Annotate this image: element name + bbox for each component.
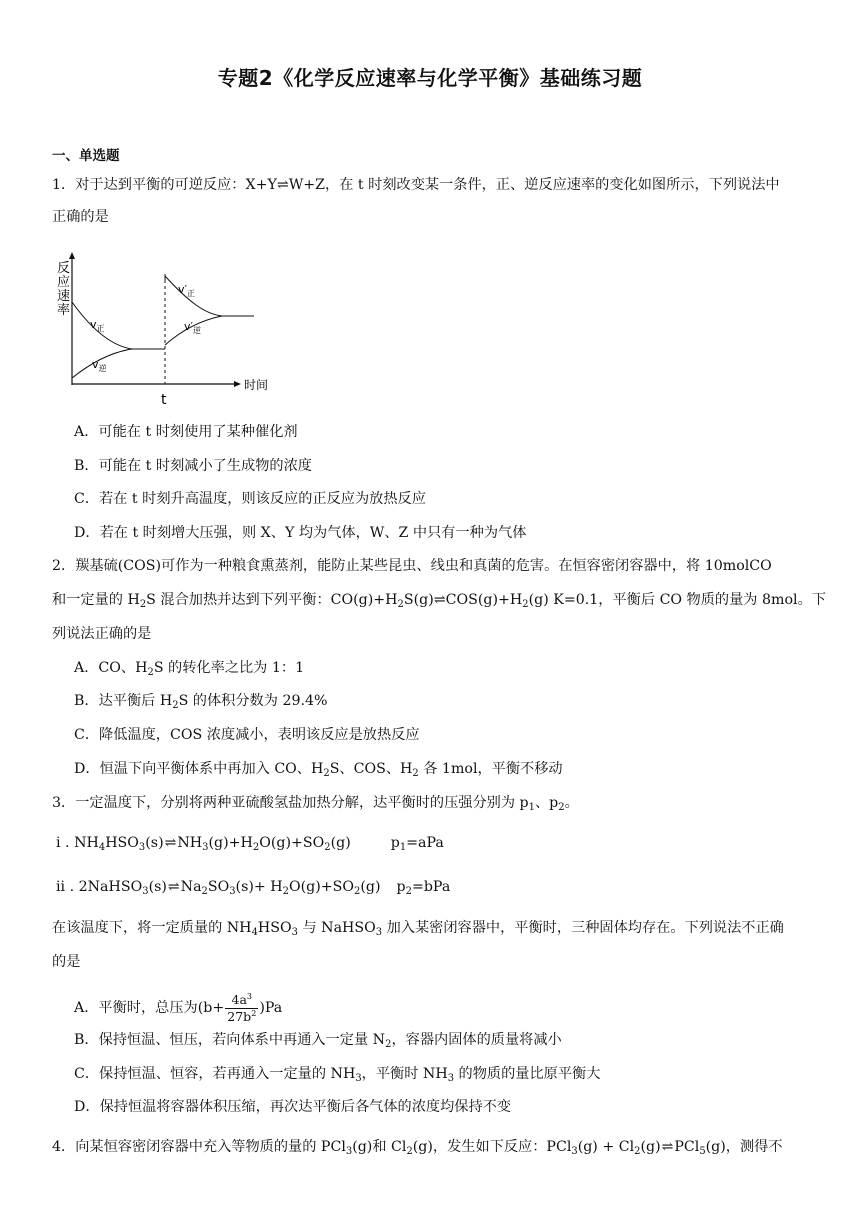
q3-option-b: B．保持恒温、恒压，若向体系中再通入一定量 $N_2$，容器内固体的质量将减小 [74,1032,562,1050]
q2-stem-line1: 2．羰基硫(COS)可作为一种粮食熏蒸剂，能防止某些昆虫、线虫和真菌的危害。在恒容密闭容器中，将 10molCO [52,558,772,574]
q4-stem: 4．向某恒容密闭容器中充入等物质的量的 PCl$_3$(g)和 $Cl_2(g)$，发生如下反应：$PCl_3(g) + Cl_2(g)\rightleftharpoons PCl_5(g)$，测得不 [52,1139,783,1157]
q3-body-line2: 的是 [52,954,81,970]
q2-option-c: C．降低温度，COS 浓度减小，表明该反应是放热反应 [74,727,420,743]
v-forward-prime-curve [165,276,254,316]
page-title: 专题2《化学反应速率与化学平衡》基础练习题 [217,66,643,90]
q1-option-b: B．可能在 t 时刻减小了生成物的浓度 [74,458,312,474]
q1-option-c: C．若在 t 时刻升高温度，则该反应的正反应为放热反应 [74,491,426,507]
y-axis-label-char-3: 速 [57,289,71,304]
x-axis-label: 时间 [244,378,269,392]
section-heading: 一、单选题 [52,148,120,164]
y-axis-label-char-1: 反 [57,261,71,276]
q3-option-a: A．平衡时，总压为(b+ $\frac{4a^3}{27b^2}$ )Pa [74,990,283,1024]
equilibrium-arrow-icon: ⇌ [167,879,180,895]
q1-option-a: A．可能在 t 时刻使用了某种催化剂 [74,424,298,440]
q1-option-d: D．若在 t 时刻增大压强，则 X、Y 均为气体，W、Z 中只有一种为气体 [74,525,527,541]
equilibrium-arrow-icon: ⇌ [661,1139,674,1155]
fraction: $\frac{4a^3}{27b^2}$ [227,990,257,1024]
q1-stem-line1: 1．对于达到平衡的可逆反应：X+Y⇌W+Z，在 t 时刻改变某一条件，正、逆反应速率的变化如图所示，下列说法中 [52,177,780,193]
v-reverse-prime-label: $v'_逆$ [184,320,202,335]
q1-rate-time-graph [52,250,282,410]
y-axis-label-char-4: 率 [57,303,71,318]
v-forward-label: $v_正$ [90,318,105,333]
q1-stem-line2: 正确的是 [52,209,109,225]
q2-option-b: B．达平衡后 $H_2S$ 的体积分数为 29.4% [74,693,328,711]
q2-stem-line3: 列说法正确的是 [52,626,152,642]
q3-reaction-1: i . $NH_4HSO_3(s)\rightleftharpoons NH_3(g)+H_2O(g)+SO_2(g)$ $p_1=aPa$ [56,835,444,853]
v-forward-prime-label: $v'_正$ [178,283,196,298]
q3-stem: 3．一定温度下，分别将两种亚硫酸氢盐加热分解，达平衡时的压强分别为 $p_1$、$p_2$。 [52,795,579,813]
q2-option-d: D．恒温下向平衡体系中再加入 CO、$H_2S$、COS、$H_2$ 各 1mol，平衡不移动 [74,761,563,779]
v-forward-curve [72,302,165,349]
q2-stem-line2: 和一定量的 $H_2S$ 混合加热并达到下列平衡：$CO(g)+H_2S(g)\rightleftharpoons COS(g)+H_2(g)$ K=0.1，平衡后 CO 物质的量为 8mol。下 [52,592,826,610]
y-axis-arrow [69,252,75,259]
q2-option-a: A．CO、$H_2S$ 的转化率之比为 1：1 [74,660,305,678]
q3-option-d: D．保持恒温将容器体积压缩，再次达平衡后各气体的浓度均保持不变 [74,1099,512,1115]
q3-option-c: C．保持恒温、恒容，若再通入一定量的 $NH_3$，平衡时 $NH_3$ 的物质的量比原平衡大 [74,1066,601,1084]
equilibrium-arrow-icon: ⇌ [164,835,177,851]
q3-body-line1: 在该温度下，将一定质量的 $NH_4HSO_3$ 与 NaHSO$_3$ 加入某密闭容器中，平衡时，三种固体均存在。下列说法不正确 [52,920,784,938]
q3-reaction-2: ii . $2NaHSO_3(s)\rightleftharpoons Na_2SO_3(s)+ H_2O(g)+SO_2(g)$ $p_2=bPa$ [56,879,451,897]
t-label: t [161,392,167,408]
x-axis-arrow [234,381,241,387]
y-axis-label-char-2: 应 [57,275,71,290]
v-reverse-label: $v_逆$ [92,358,107,373]
